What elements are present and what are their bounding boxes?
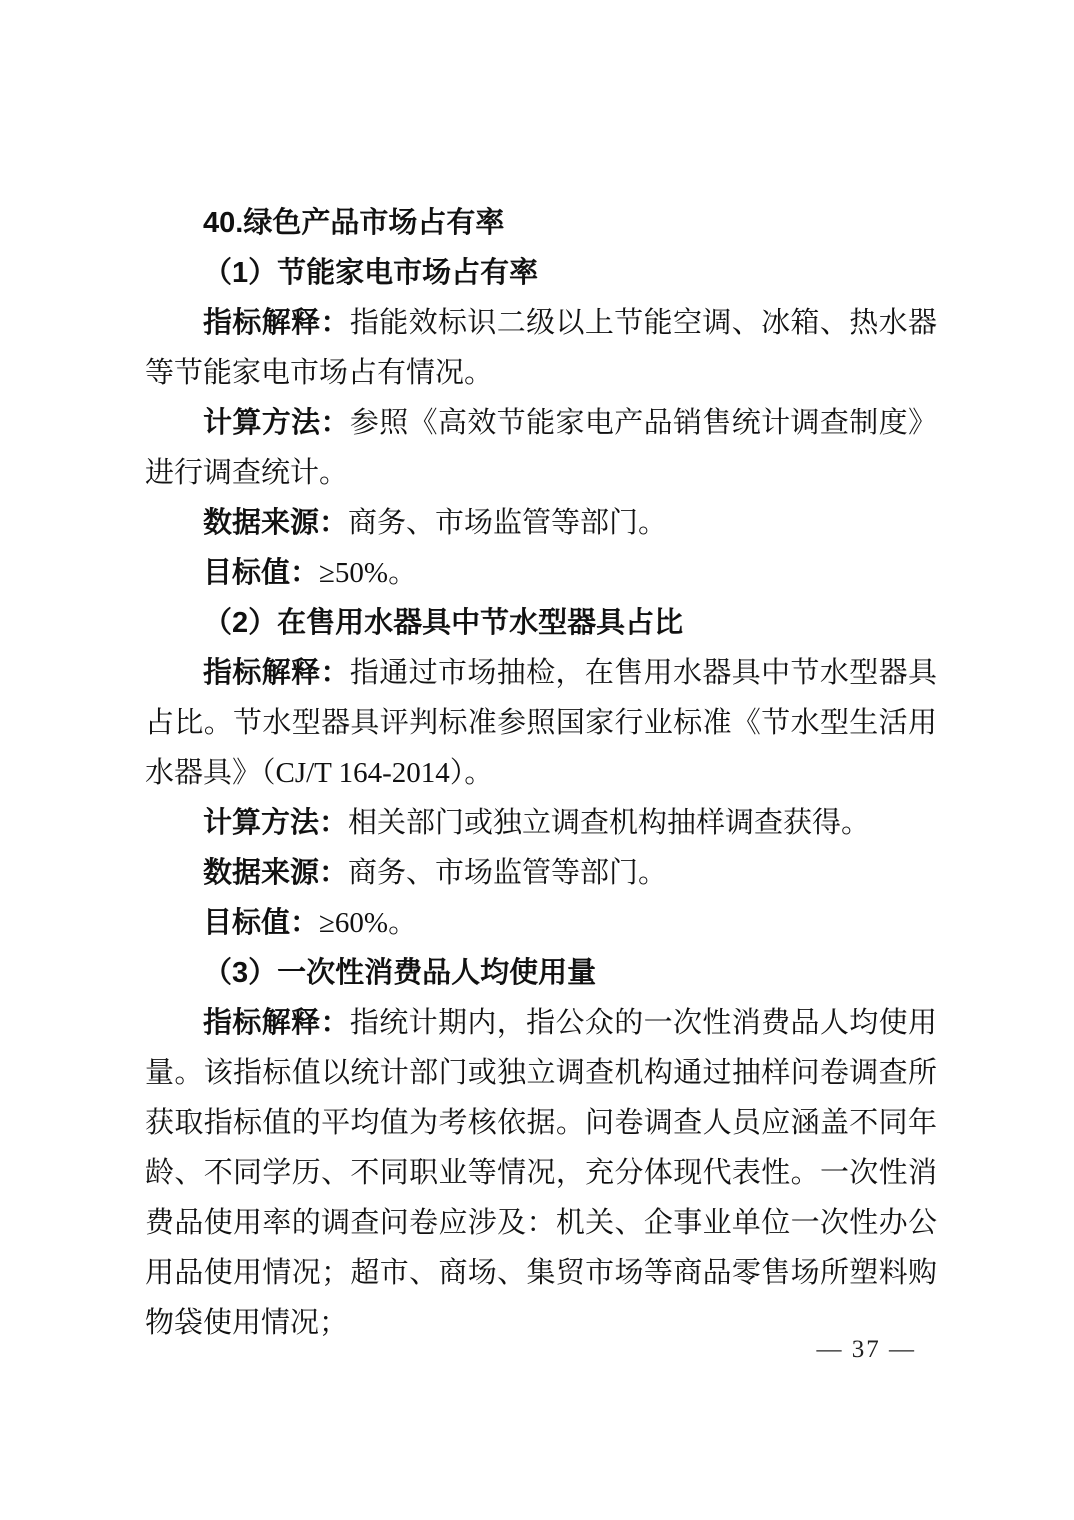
paragraph-data-source: [145, 498, 937, 548]
field-label: 指标解释：: [203, 307, 350, 339]
field-label: 计算方法：: [203, 807, 349, 839]
paragraph-target-value: [145, 898, 937, 948]
field-text: 商务、市场监管等部门。: [348, 507, 668, 539]
paragraph-data-source: [145, 848, 937, 898]
field-text: ≥50%。: [319, 557, 418, 589]
field-text: 指能效标识二级以上节能空调、冰箱、热水器等节能家电市场占有情况。: [145, 307, 937, 389]
paragraph-calculation-method: [145, 398, 937, 498]
page-number: — 37 —: [816, 1336, 916, 1363]
paragraph-indicator-definition: [145, 298, 937, 398]
field-text: 参照《高效节能家电产品销售统计调查制度》进行调查统计。: [145, 407, 937, 489]
field-label: 数据来源：: [203, 507, 349, 539]
paragraph-calculation-method: [145, 798, 937, 848]
field-text: ≥60%。: [319, 907, 418, 939]
field-label: 目标值：: [203, 907, 320, 939]
field-text: 商务、市场监管等部门。: [348, 857, 668, 889]
field-label: 数据来源：: [203, 857, 349, 889]
field-text: 相关部门或独立调查机构抽样调查获得。: [348, 807, 871, 839]
field-text: 指统计期内，指公众的一次性消费品人均使用量。该指标值以统计部门或独立调查机构通过抽样问卷调查所获取指标值的平均值为考核依据。问卷调查人员应涵盖不同年龄、不同学历、不同职业等情况，充分体现代表性。一次性消费品使用率的调查问卷应涉及：机关、企事业单位一次性办公用品使用情况；超市、商场、集贸市场等商品零售场所塑料购物袋使用情况；: [145, 1007, 937, 1339]
field-label: 指标解释：: [203, 1007, 350, 1039]
subsection-heading-text: （3）一次性消费品人均使用量: [203, 957, 597, 989]
field-label: 目标值：: [203, 557, 320, 589]
field-text: 指通过市场抽检，在售用水器具中节水型器具占比。节水型器具评判标准参照国家行业标准《节水型生活用水器具》（CJ/T 164-2014）。: [145, 657, 937, 789]
field-label: 计算方法：: [203, 407, 350, 439]
subsection-heading-1: [145, 248, 937, 298]
section-heading-text: 40.绿色产品市场占有率: [203, 207, 505, 239]
field-label: 指标解释：: [203, 657, 350, 689]
subsection-heading-text: （2）在售用水器具中节水型器具占比: [203, 607, 684, 639]
paragraph-indicator-definition: [145, 648, 937, 798]
subsection-heading-2: [145, 598, 937, 648]
subsection-heading-text: （1）节能家电市场占有率: [203, 257, 539, 289]
paragraph-target-value: [145, 548, 937, 598]
subsection-heading-3: [145, 948, 937, 998]
section-heading: [145, 198, 937, 248]
paragraph-indicator-definition: [145, 998, 937, 1348]
document-body: [145, 198, 937, 1348]
